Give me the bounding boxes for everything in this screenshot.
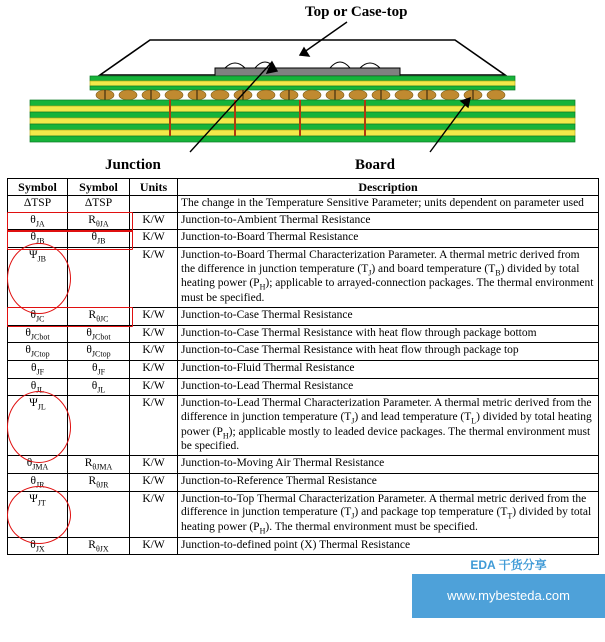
header-units: Units [130, 179, 178, 196]
label-board: Board [355, 157, 396, 173]
cell-symbol-2 [68, 248, 130, 308]
cell-description: Junction-to-Case Thermal Resistance [178, 307, 599, 325]
cell-symbol-2: ΔTSP [68, 196, 130, 213]
label-top-or-case-top: Top or Case-top [305, 4, 408, 20]
package-substrate-copper-top [90, 76, 515, 81]
cell-units: K/W [130, 325, 178, 343]
cell-symbol-2 [68, 491, 130, 537]
cell-description: Junction-to-Reference Thermal Resistance [178, 473, 599, 491]
cell-symbol-1: ΔTSP [8, 196, 68, 213]
thermal-metrics-table [7, 178, 599, 555]
cell-units: K/W [130, 473, 178, 491]
cell-symbol-2: $R_{\theta JMA}$ [68, 456, 130, 474]
cell-symbol-1: $\theta_{JMA}$ [8, 456, 68, 474]
table-row [8, 396, 599, 456]
cell-description: Junction-to-Board Thermal Resistance [178, 230, 599, 248]
cell-units: K/W [130, 456, 178, 474]
cell-symbol-1: $\Psi_{JB}$ [8, 248, 68, 308]
table-row [8, 456, 599, 474]
watermark-title: EDA 干货分享 [470, 558, 547, 572]
thermal-metrics-table-wrapper [0, 178, 605, 555]
cell-units [130, 196, 178, 213]
header-symbol-1: Symbol [8, 179, 68, 196]
cell-symbol-2: $R_{\theta JR}$ [68, 473, 130, 491]
cell-symbol-2: $\theta_{JB}$ [68, 230, 130, 248]
label-junction: Junction [105, 157, 161, 173]
package-cross-section-diagram [0, 0, 605, 178]
cell-description: Junction-to-Case Thermal Resistance with heat flow through package top [178, 343, 599, 361]
cell-symbol-2: $R_{\theta JX}$ [68, 537, 130, 555]
cell-units: K/W [130, 248, 178, 308]
cell-description: Junction-to-defined point (X) Thermal Resistance [178, 537, 599, 555]
table-row [8, 307, 599, 325]
cross-section-svg [0, 0, 605, 178]
cell-symbol-2: $R_{\theta JA}$ [68, 212, 130, 230]
cell-units: K/W [130, 307, 178, 325]
cell-description: Junction-to-Moving Air Thermal Resistance [178, 456, 599, 474]
cell-symbol-1: $\theta_{JA}$ [8, 212, 68, 230]
cell-description: Junction-to-Lead Thermal Characterization Parameter. A thermal metric derived from the difference in junction temperature $(T_J)$ and lead temperature $(T_L)$ divided by total heating power $(P_H)$; applicable mostly to leaded device packages. The thermal environment must be specified. [178, 396, 599, 456]
solder-ball-row [96, 90, 505, 100]
cell-units: K/W [130, 360, 178, 378]
die-plate [215, 68, 400, 76]
cell-symbol-1: $\theta_{JB}$ [8, 230, 68, 248]
cell-symbol-1: $\theta_{JCtop}$ [8, 343, 68, 361]
table-row [8, 325, 599, 343]
cell-description: The change in the Temperature Sensitive Parameter; units dependent on parameter used [178, 196, 599, 213]
cell-symbol-2: $\theta_{JF}$ [68, 360, 130, 378]
table-header-row [8, 179, 599, 196]
cell-symbol-1: $\theta_{JF}$ [8, 360, 68, 378]
cell-symbol-1: $\theta_{JX}$ [8, 537, 68, 555]
cell-description: Junction-to-Case Thermal Resistance with heat flow through package bottom [178, 325, 599, 343]
header-description: Description [178, 179, 599, 196]
header-symbol-2: Symbol [68, 179, 130, 196]
package-substrate-copper-bottom [90, 86, 515, 90]
cell-units: K/W [130, 491, 178, 537]
cell-symbol-2: $\theta_{JCbot}$ [68, 325, 130, 343]
table-row [8, 230, 599, 248]
cell-symbol-2: $R_{\theta JC}$ [68, 307, 130, 325]
cell-units: K/W [130, 537, 178, 555]
cell-symbol-2: $\theta_{JL}$ [68, 378, 130, 396]
table-row [8, 248, 599, 308]
table-row [8, 473, 599, 491]
cell-symbol-1: $\theta_{JR}$ [8, 473, 68, 491]
table-row [8, 196, 599, 213]
table-row [8, 378, 599, 396]
cell-symbol-2: $\theta_{JCtop}$ [68, 343, 130, 361]
cell-symbol-2 [68, 396, 130, 456]
cell-description: Junction-to-Ambient Thermal Resistance [178, 212, 599, 230]
watermark-url: www.mybesteda.com [412, 574, 605, 618]
cell-units: K/W [130, 396, 178, 456]
pcb-board-stack [30, 100, 575, 142]
cell-symbol-1: $\theta_{JC}$ [8, 307, 68, 325]
cell-units: K/W [130, 378, 178, 396]
cell-symbol-1: $\theta_{JCbot}$ [8, 325, 68, 343]
cell-description: Junction-to-Top Thermal Characterization Parameter. A thermal metric derived from the difference in junction temperature $(T_J)$ and package top temperature $(T_T)$ divided by total heating power $(P_H)$. The thermal environment must be specified. [178, 491, 599, 537]
table-row [8, 537, 599, 555]
package-substrate-core [90, 81, 515, 86]
cell-symbol-1: $\theta_{JL}$ [8, 378, 68, 396]
cell-description: Junction-to-Fluid Thermal Resistance [178, 360, 599, 378]
table-row [8, 212, 599, 230]
cell-symbol-1: $\Psi_{JL}$ [8, 396, 68, 456]
cell-units: K/W [130, 212, 178, 230]
cell-units: K/W [130, 343, 178, 361]
cell-description: Junction-to-Board Thermal Characterization Parameter. A thermal metric derived from the difference in junction temperature $(T_J)$ and board temperature $(T_B)$ divided by total heating power $(P_H)$; applicable to arrayed-connection packages. The thermal environment must be specified. [178, 248, 599, 308]
table-row [8, 491, 599, 537]
cell-description: Junction-to-Lead Thermal Resistance [178, 378, 599, 396]
table-row [8, 343, 599, 361]
table-row [8, 360, 599, 378]
table-body [8, 196, 599, 555]
cell-symbol-1: $\Psi_{JT}$ [8, 491, 68, 537]
cell-units: K/W [130, 230, 178, 248]
